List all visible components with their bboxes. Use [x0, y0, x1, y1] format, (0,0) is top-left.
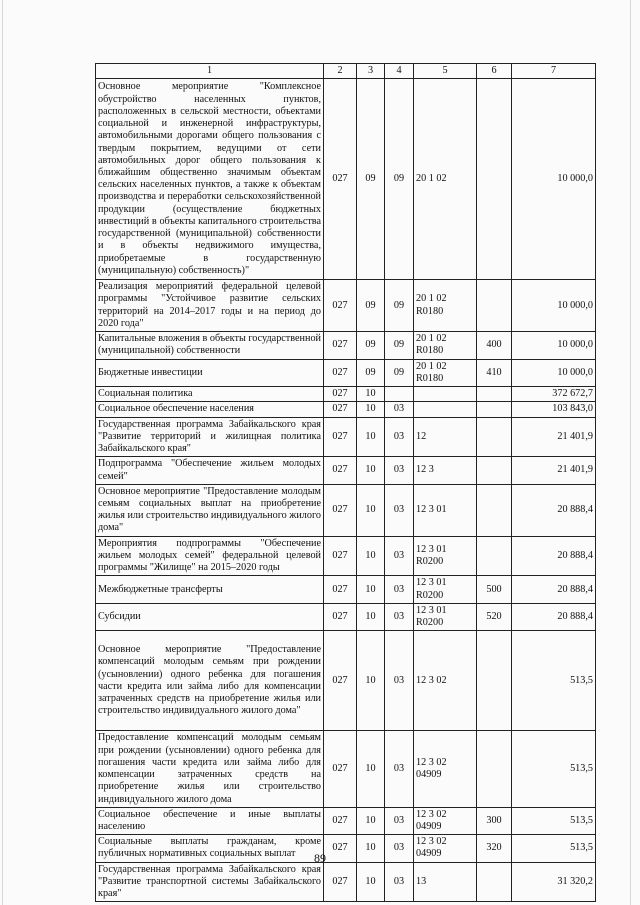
- ved-code-cell: 027: [324, 536, 357, 576]
- header-cell: 1: [96, 64, 324, 79]
- ved-code-cell: 027: [324, 862, 357, 902]
- table-header: [96, 64, 596, 79]
- name-cell: Социальная политика: [96, 387, 324, 402]
- name-cell: Государственная программа Забайкальского края "Развитие территорий и жилищная политика Забайкальского края": [96, 417, 324, 457]
- table-row: [96, 402, 596, 417]
- table-row: [96, 631, 596, 731]
- amount-cell: 10 000,0: [512, 332, 596, 359]
- subsection-code-cell: 03: [385, 603, 414, 630]
- section-code-cell: 10: [357, 402, 385, 417]
- table-row: [96, 862, 596, 902]
- amount-cell: 20 888,4: [512, 576, 596, 603]
- section-code-cell: 10: [357, 484, 385, 536]
- amount-cell: 21 401,9: [512, 417, 596, 457]
- amount-cell: 20 888,4: [512, 484, 596, 536]
- ved-code-cell: 027: [324, 359, 357, 386]
- section-code-cell: 09: [357, 280, 385, 332]
- ved-code-cell: 027: [324, 731, 357, 807]
- table-row: [96, 387, 596, 402]
- target-article-cell: [414, 402, 477, 417]
- header-cell: 7: [512, 64, 596, 79]
- target-article-cell: 20 1 02 R0180: [414, 359, 477, 386]
- subsection-code-cell: 03: [385, 731, 414, 807]
- expense-type-cell: [477, 631, 512, 731]
- ved-code-cell: 027: [324, 603, 357, 630]
- section-code-cell: 10: [357, 417, 385, 457]
- name-cell: Основное мероприятие "Предоставление компенсаций молодым семьям при рождении (усыновлении) одного ребенка для погашения части кредита или займа либо для компенсации затраченных средств на приобретение жилья или строительство индивидуального жилого дома": [96, 631, 324, 731]
- table-row: [96, 280, 596, 332]
- table-row: [96, 603, 596, 630]
- name-cell: Основное мероприятие "Предоставление молодым семьям социальных выплат на приобретение жилья или строительство индивидуального жилого дома": [96, 484, 324, 536]
- subsection-code-cell: 03: [385, 417, 414, 457]
- target-article-cell: 12 3 01 R0200: [414, 603, 477, 630]
- expense-type-cell: 300: [477, 807, 512, 834]
- subsection-code-cell: 03: [385, 536, 414, 576]
- target-article-cell: 20 1 02: [414, 79, 477, 280]
- amount-cell: 21 401,9: [512, 457, 596, 484]
- section-code-cell: 10: [357, 457, 385, 484]
- target-article-cell: 12 3: [414, 457, 477, 484]
- ved-code-cell: 027: [324, 576, 357, 603]
- target-article-cell: 20 1 02 R0180: [414, 332, 477, 359]
- page-edge-right: [630, 0, 631, 905]
- name-cell: Основное мероприятие "Комплексное обустройство населенных пунктов, расположенных в сельской местности, объектами социальной и инженерной инфраструктуры, автомобильными дорогами общего пользования с твердым покрытием, ведущими от сети автомобильных дорог общего пользования к ближайшим общественно значимым объектам сельских населенных пунктов, а также к объектам производства и переработки сельскохозяйственной продукции (осуществление бюджетных инвестиций в объекты капитального строительства государственной (муниципальной) собственности и в объекты недвижимого имущества, приобретаемые в государственную (муниципальную) собственность)": [96, 79, 324, 280]
- ved-code-cell: 027: [324, 417, 357, 457]
- subsection-code-cell: 03: [385, 631, 414, 731]
- section-code-cell: 10: [357, 731, 385, 807]
- header-cell: 2: [324, 64, 357, 79]
- target-article-cell: 12: [414, 417, 477, 457]
- name-cell: Подпрограмма "Обеспечение жильем молодых семей": [96, 457, 324, 484]
- ved-code-cell: 027: [324, 631, 357, 731]
- page-edge-left: [2, 0, 3, 905]
- section-code-cell: 10: [357, 603, 385, 630]
- table-row: [96, 576, 596, 603]
- target-article-cell: 12 3 01 R0200: [414, 536, 477, 576]
- amount-cell: 513,5: [512, 731, 596, 807]
- subsection-code-cell: 09: [385, 280, 414, 332]
- ved-code-cell: 027: [324, 402, 357, 417]
- subsection-code-cell: 03: [385, 457, 414, 484]
- name-cell: Государственная программа Забайкальского края "Развитие транспортной системы Забайкальского края": [96, 862, 324, 902]
- expense-type-cell: 320: [477, 835, 512, 862]
- section-code-cell: 10: [357, 387, 385, 402]
- section-code-cell: 09: [357, 79, 385, 280]
- table-row: [96, 79, 596, 280]
- section-code-cell: 10: [357, 536, 385, 576]
- section-code-cell: 09: [357, 332, 385, 359]
- table-row: [96, 417, 596, 457]
- target-article-cell: 12 3 02 04909: [414, 835, 477, 862]
- target-article-cell: [414, 387, 477, 402]
- budget-table: [95, 63, 596, 902]
- target-article-cell: 12 3 02 04909: [414, 731, 477, 807]
- subsection-code-cell: 09: [385, 332, 414, 359]
- subsection-code-cell: [385, 387, 414, 402]
- amount-cell: 31 320,2: [512, 862, 596, 902]
- section-code-cell: 10: [357, 807, 385, 834]
- expense-type-cell: [477, 417, 512, 457]
- amount-cell: 20 888,4: [512, 603, 596, 630]
- expense-type-cell: [477, 536, 512, 576]
- target-article-cell: 12 3 01: [414, 484, 477, 536]
- expense-type-cell: [477, 280, 512, 332]
- expense-type-cell: [477, 457, 512, 484]
- table-row: [96, 484, 596, 536]
- name-cell: Социальные выплаты гражданам, кроме публичных нормативных социальных выплат: [96, 835, 324, 862]
- name-cell: Предоставление компенсаций молодым семьям при рождении (усыновлении) одного ребенка для погашения части кредита или займа либо для компенсации затраченных средств на приобретение жилья или строительство индивидуального жилого дома: [96, 731, 324, 807]
- target-article-cell: 20 1 02 R0180: [414, 280, 477, 332]
- expense-type-cell: 410: [477, 359, 512, 386]
- header-cell: 6: [477, 64, 512, 79]
- section-code-cell: 10: [357, 631, 385, 731]
- header-cell: 3: [357, 64, 385, 79]
- name-cell: Капитальные вложения в объекты государственной (муниципальной) собственности: [96, 332, 324, 359]
- ved-code-cell: 027: [324, 457, 357, 484]
- expense-type-cell: [477, 862, 512, 902]
- subsection-code-cell: 09: [385, 359, 414, 386]
- amount-cell: 20 888,4: [512, 536, 596, 576]
- subsection-code-cell: 03: [385, 862, 414, 902]
- section-code-cell: 10: [357, 835, 385, 862]
- expense-type-cell: [477, 387, 512, 402]
- ved-code-cell: 027: [324, 79, 357, 280]
- name-cell: Межбюджетные трансферты: [96, 576, 324, 603]
- table-row: [96, 807, 596, 834]
- amount-cell: 513,5: [512, 807, 596, 834]
- section-code-cell: 10: [357, 576, 385, 603]
- header-cell: 4: [385, 64, 414, 79]
- expense-type-cell: 520: [477, 603, 512, 630]
- amount-cell: 372 672,7: [512, 387, 596, 402]
- expense-type-cell: [477, 79, 512, 280]
- subsection-code-cell: 03: [385, 576, 414, 603]
- page-number: 89: [314, 851, 326, 865]
- name-cell: Субсидии: [96, 603, 324, 630]
- ved-code-cell: 027: [324, 835, 357, 862]
- name-cell: Мероприятия подпрограммы "Обеспечение жильем молодых семей" федеральной целевой программы "Жилище" на 2015–2020 годы: [96, 536, 324, 576]
- subsection-code-cell: 03: [385, 835, 414, 862]
- table-row: [96, 359, 596, 386]
- ved-code-cell: 027: [324, 280, 357, 332]
- amount-cell: 513,5: [512, 835, 596, 862]
- expense-type-cell: 500: [477, 576, 512, 603]
- target-article-cell: 12 3 02 04909: [414, 807, 477, 834]
- name-cell: Социальное обеспечение населения: [96, 402, 324, 417]
- amount-cell: 513,5: [512, 631, 596, 731]
- subsection-code-cell: 03: [385, 484, 414, 536]
- header-cell: 5: [414, 64, 477, 79]
- table-row: [96, 536, 596, 576]
- section-code-cell: 09: [357, 359, 385, 386]
- ved-code-cell: 027: [324, 807, 357, 834]
- table-body: [96, 79, 596, 902]
- name-cell: Реализация мероприятий федеральной целевой программы "Устойчивое развитие сельских территорий на 2014–2017 годы и на период до 2020 года": [96, 280, 324, 332]
- table-row: [96, 731, 596, 807]
- ved-code-cell: 027: [324, 332, 357, 359]
- amount-cell: 103 843,0: [512, 402, 596, 417]
- name-cell: Социальное обеспечение и иные выплаты населению: [96, 807, 324, 834]
- expense-type-cell: [477, 402, 512, 417]
- expense-type-cell: 400: [477, 332, 512, 359]
- target-article-cell: 13: [414, 862, 477, 902]
- target-article-cell: 12 3 01 R0200: [414, 576, 477, 603]
- ved-code-cell: 027: [324, 484, 357, 536]
- amount-cell: 10 000,0: [512, 359, 596, 386]
- name-cell: Бюджетные инвестиции: [96, 359, 324, 386]
- amount-cell: 10 000,0: [512, 280, 596, 332]
- subsection-code-cell: 03: [385, 402, 414, 417]
- ved-code-cell: 027: [324, 387, 357, 402]
- table-row: [96, 457, 596, 484]
- amount-cell: 10 000,0: [512, 79, 596, 280]
- subsection-code-cell: 03: [385, 807, 414, 834]
- subsection-code-cell: 09: [385, 79, 414, 280]
- section-code-cell: 10: [357, 862, 385, 902]
- expense-type-cell: [477, 484, 512, 536]
- expense-type-cell: [477, 731, 512, 807]
- table-row: [96, 332, 596, 359]
- target-article-cell: 12 3 02: [414, 631, 477, 731]
